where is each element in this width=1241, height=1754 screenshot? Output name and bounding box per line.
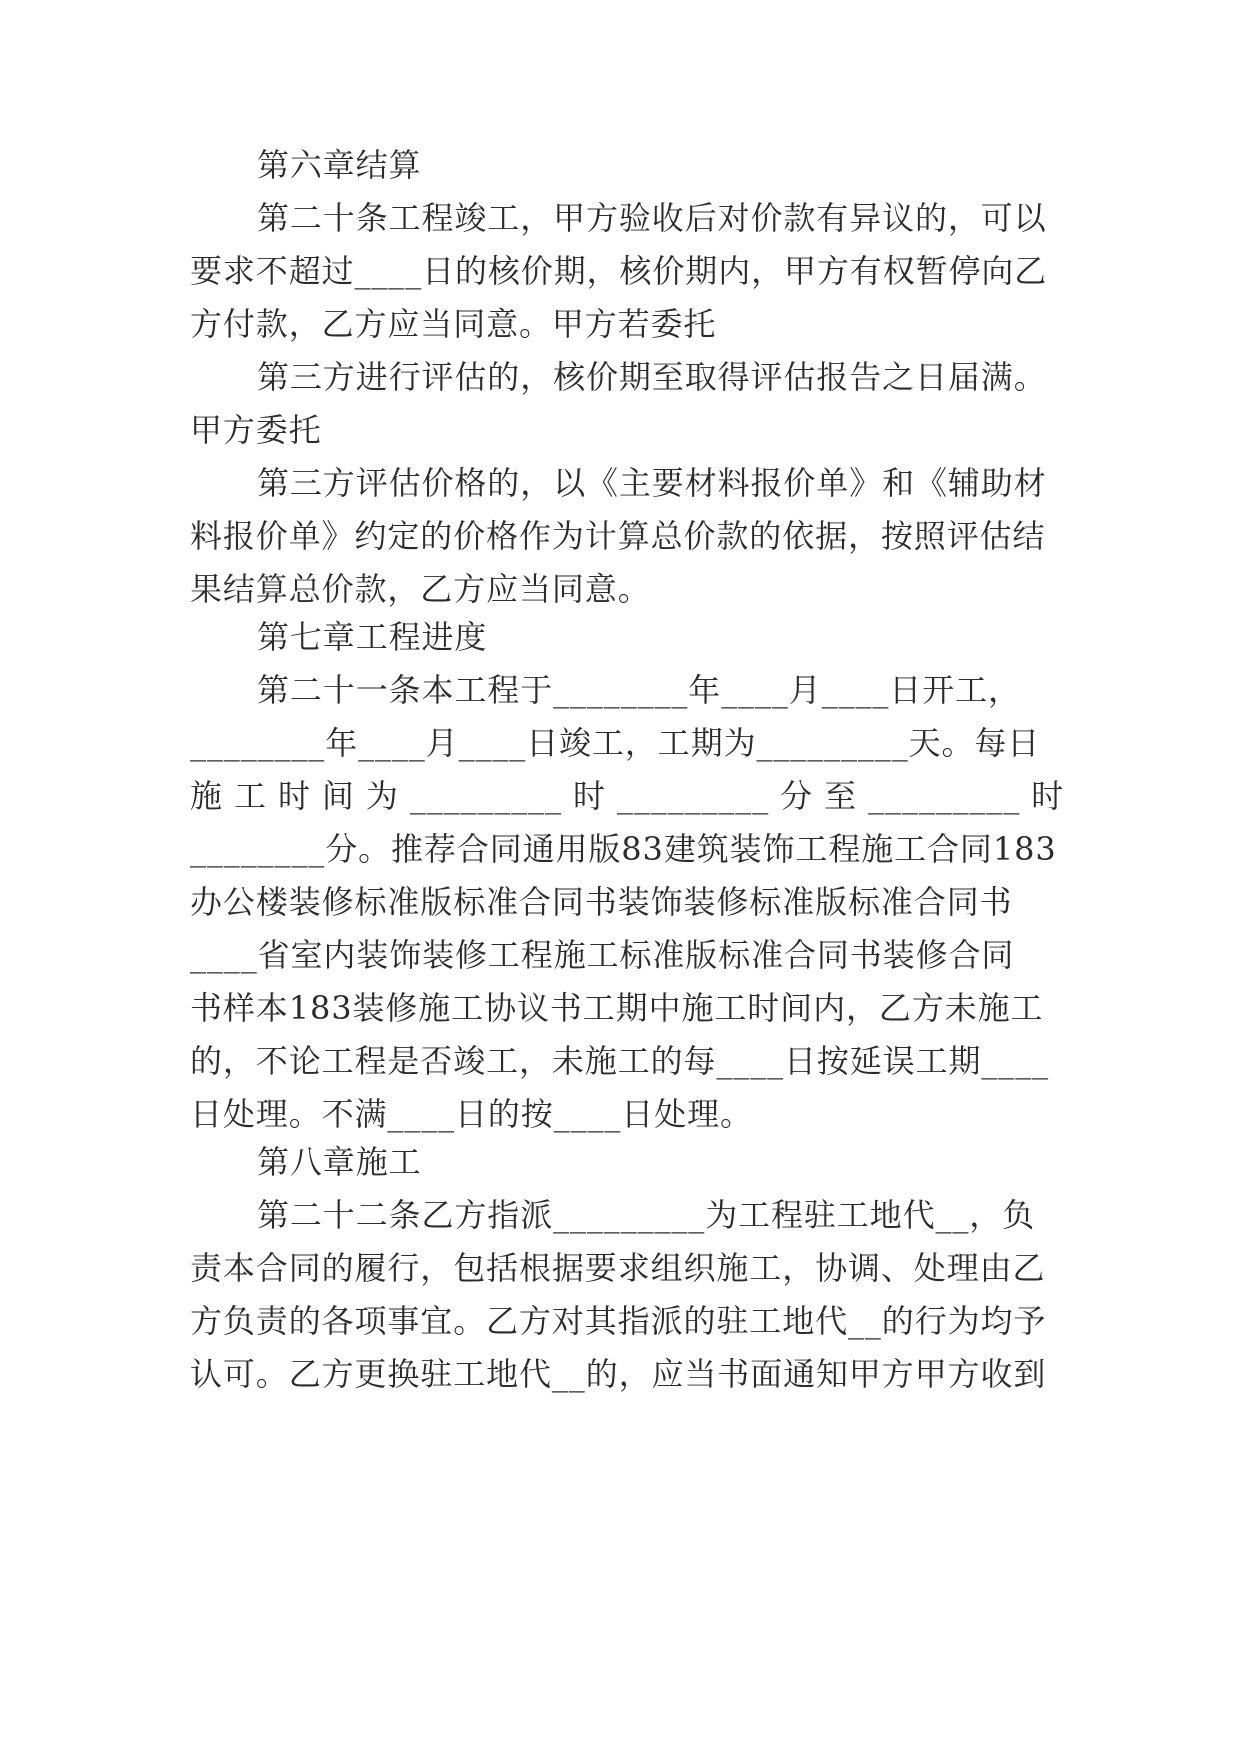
article-22-line-2: 责本合同的履行，包括根据要求组织施工，协调、处理由乙 — [190, 1249, 1046, 1287]
article-21-line-1: 第二十一条本工程于________年____月____日开工， — [257, 671, 1021, 709]
article-21-line-2: ________年____月____日竣工，工期为_________天。每日 — [190, 724, 1041, 762]
article-21-line-3: 施 工 时 间 为 _________ 时 _________ 分 至 _________ 时 — [190, 777, 1065, 815]
article-21-line-9: 日处理。不满____日的按____日处理。 — [190, 1095, 753, 1133]
article-21-line-8: 的，不论工程是否竣工，未施工的每____日按延误工期____ — [190, 1042, 1050, 1080]
article-21-line-7: 书样本183装修施工协议书工期中施工时间内，乙方未施工 — [190, 989, 1044, 1027]
article-20-line-1: 第二十条工程竣工，甲方验收后对价款有异议的，可以 — [257, 199, 1047, 237]
chapter-6-heading: 第六章结算 — [257, 146, 422, 184]
third-party-price-line-1: 第三方评估价格的，以《主要材料报价单》和《辅助材 — [257, 464, 1047, 502]
article-22-line-3: 方负责的各项事宜。乙方对其指派的驻工地代__的行为均予 — [190, 1302, 1047, 1340]
third-party-eval-line-2: 甲方委托 — [190, 411, 322, 449]
article-21-line-4: ________分。推荐合同通用版83建筑装饰工程施工合同183 — [190, 830, 1057, 868]
article-21-line-6: ____省室内装饰装修工程施工标准版标准合同书装修合同 — [190, 936, 1015, 974]
article-22-line-1: 第二十二条乙方指派_________为工程驻工地代__，负 — [257, 1196, 1036, 1234]
article-22-line-4: 认可。乙方更换驻工地代__的，应当书面通知甲方甲方收到 — [190, 1355, 1047, 1393]
article-20-line-3: 方付款，乙方应当同意。甲方若委托 — [190, 305, 717, 343]
chapter-8-heading: 第八章施工 — [257, 1143, 422, 1181]
third-party-price-line-2: 料报价单》约定的价格作为计算总价款的依据，按照评估结 — [190, 517, 1046, 555]
article-21-line-5: 办公楼装修标准版标准合同书装饰装修标准版标准合同书 — [190, 883, 1013, 921]
article-20-line-2: 要求不超过____日的核价期，核价期内，甲方有权暂停向乙 — [190, 252, 1048, 290]
third-party-price-line-3: 果结算总价款，乙方应当同意。 — [190, 570, 651, 608]
chapter-7-heading: 第七章工程进度 — [257, 618, 488, 656]
third-party-eval-line-1: 第三方进行评估的，核价期至取得评估报告之日届满。 — [257, 358, 1047, 396]
